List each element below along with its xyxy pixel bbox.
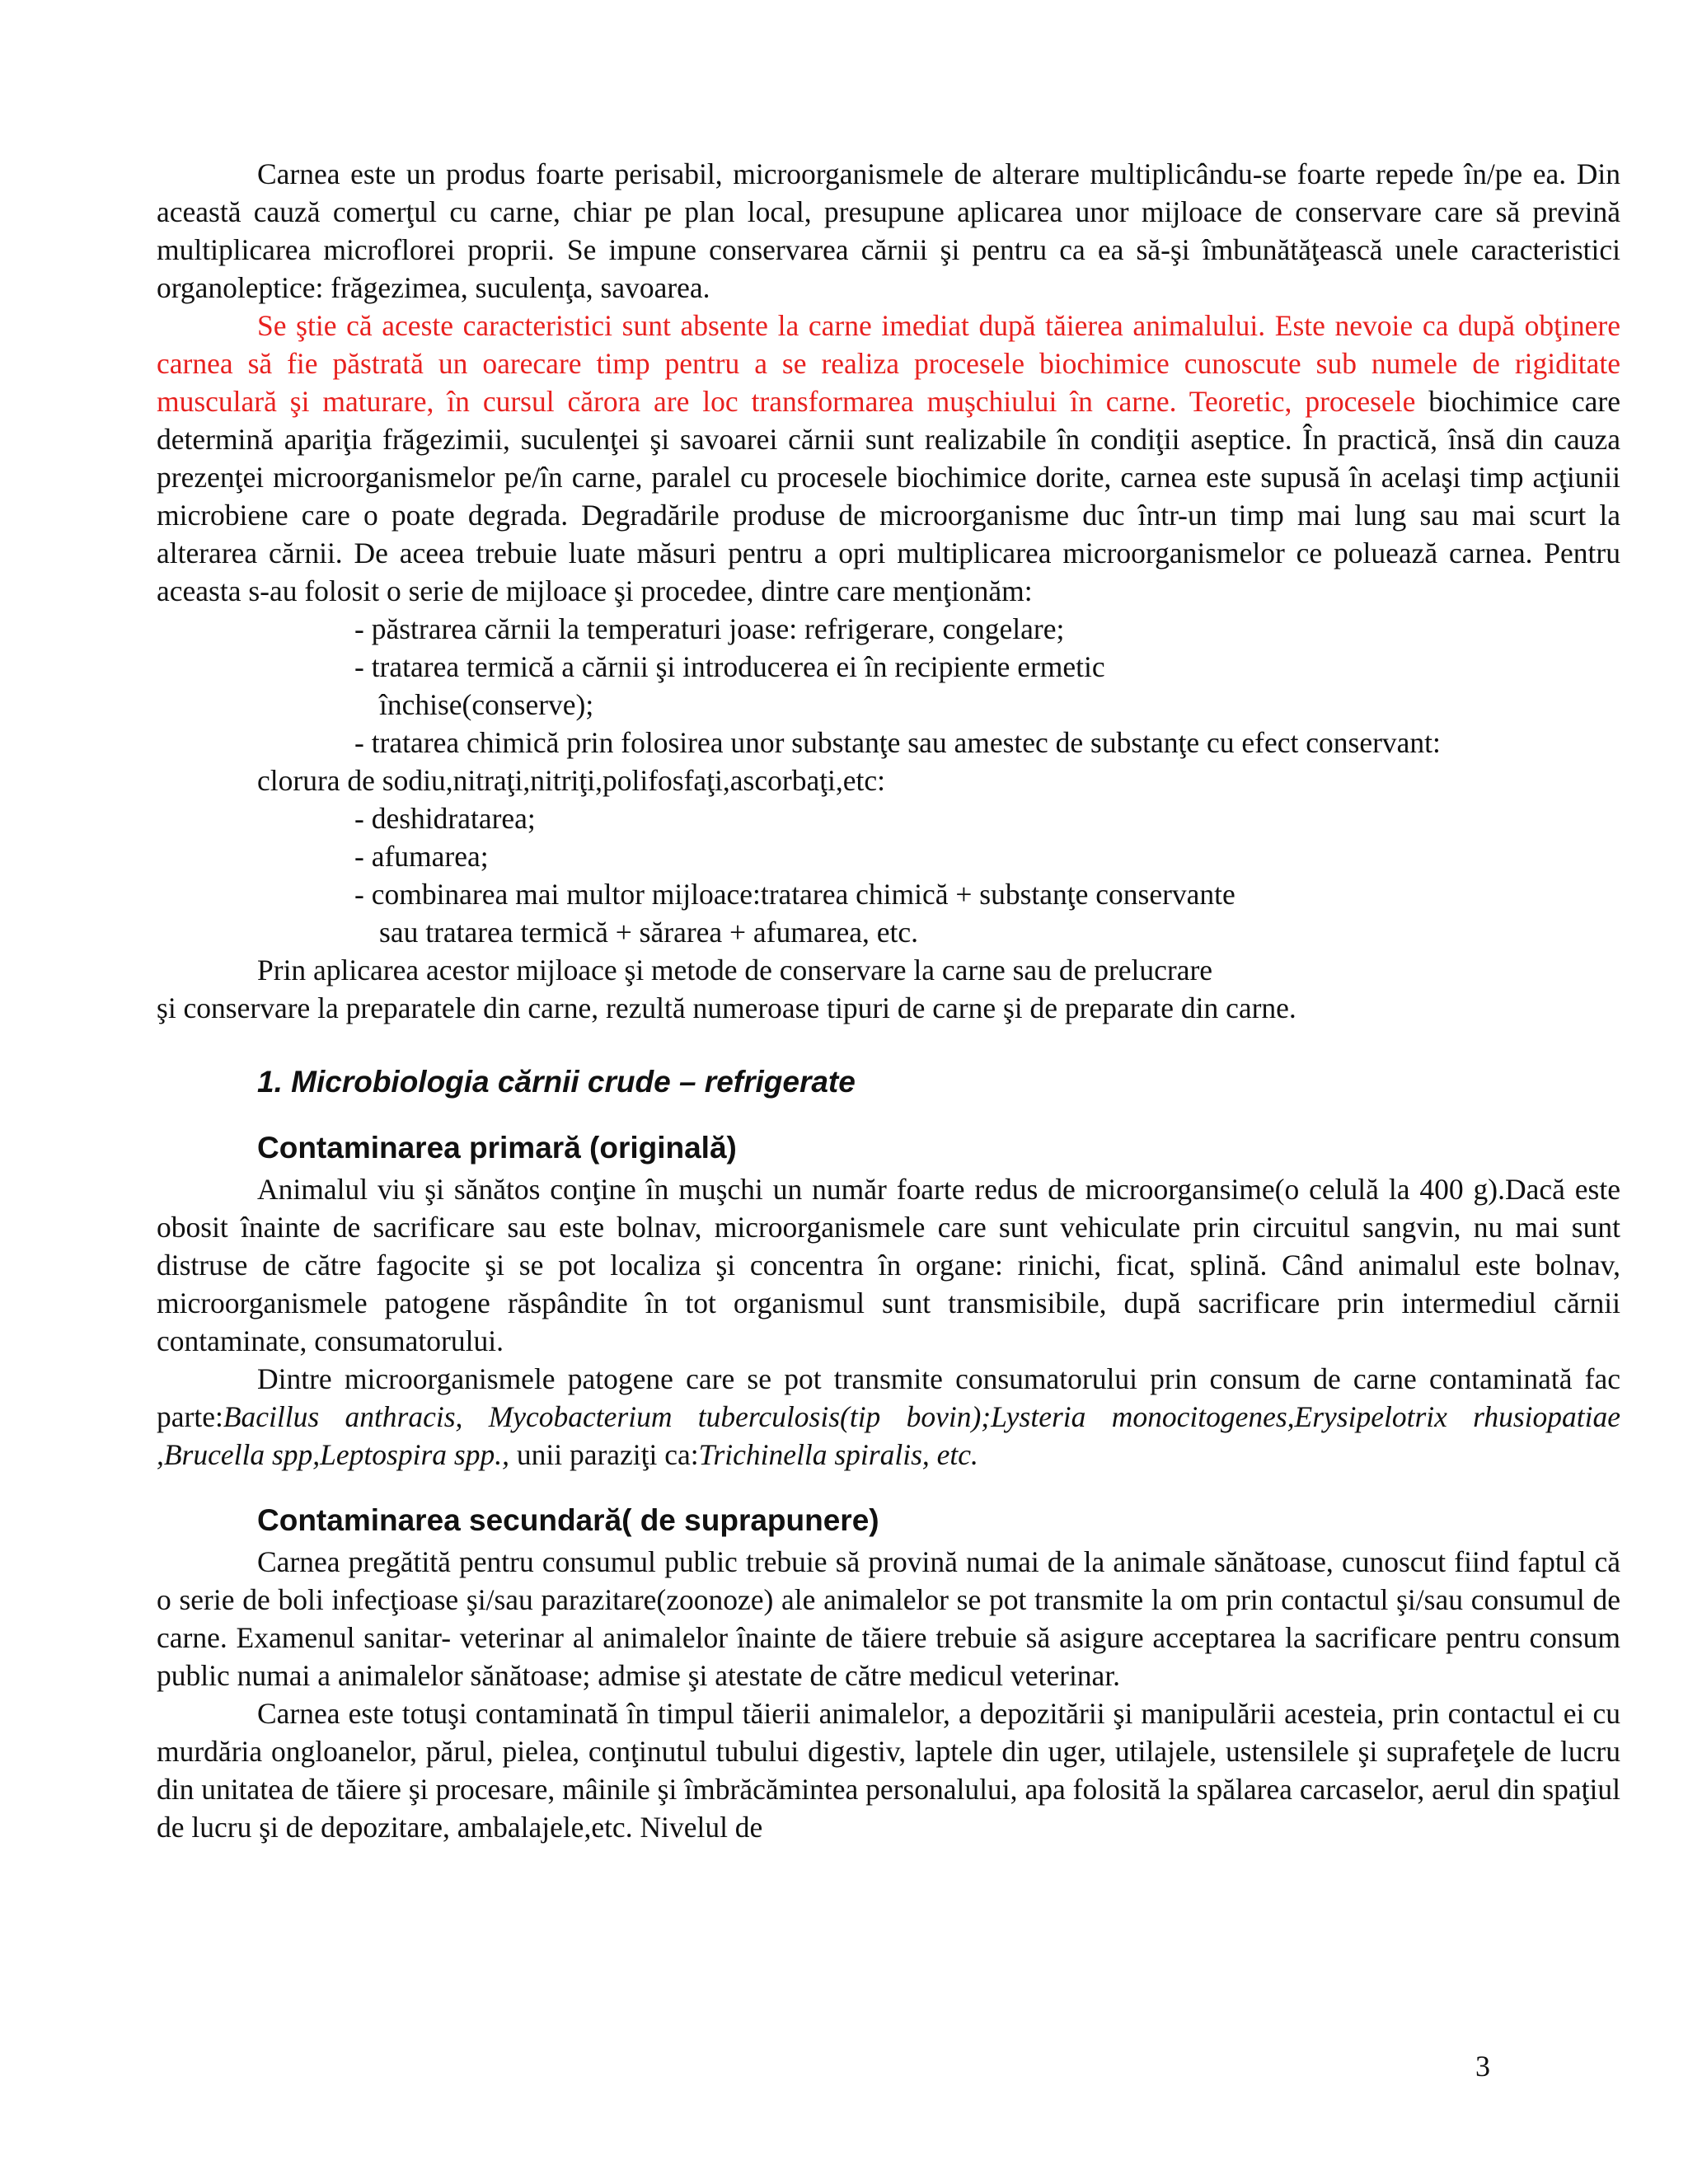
paragraph-processes: [157, 307, 1620, 610]
subsection-title-secondary: Contaminarea secundară( de suprapunere): [257, 1503, 879, 1537]
paragraph-text: Dintre microorganismele patogene care se pot transmite consumatorului prin consum de carne contaminată fac parte:: [157, 1362, 1620, 1433]
section-title: 1. Microbiologia cărnii crude – refrigerate: [257, 1065, 856, 1099]
paragraph-contamination-sources: Carnea este totuşi contaminată în timpul tăierii animalelor, a depozitării şi manipulării acesteia, prin contactul ei cu murdăria ongloanelor, părul, pielea, conţinutul tubului digestiv, laptele din uger, utilajele, ustensilele şi suprafeţele de lucru din unitatea de tăiere şi procesare, mâinile şi îmbrăcămintea personalului, apa folosită la spălarea carcaselor, aerul din spaţiul de lucru şi de depozitare, ambalajele,etc. Nivelul de: [157, 1697, 1620, 1844]
paragraph-pathogens: [157, 1360, 1620, 1474]
list-item-dehydration: - deshidratarea;: [354, 802, 536, 835]
paragraph-conclusion-line2: şi conservare la preparatele din carne, rezultă numeroase tipuri de carne şi de preparate din carne.: [157, 991, 1296, 1024]
list-item-chemical: - tratarea chimică prin folosirea unor substanţe sau amestec de substanţe cu efect conservant:: [354, 726, 1441, 759]
list-item-combination: - combinarea mai multor mijloace:tratarea chimică + substanţe conservante: [354, 878, 1236, 911]
list-item-thermal: - tratarea termică a cărnii şi introducerea ei în recipiente ermetic: [354, 650, 1105, 683]
list-item-thermal-cont: închise(conserve);: [379, 688, 594, 721]
paragraph-intro: Carnea este un produs foarte perisabil, microorganismele de alterare multiplicându-se foarte repede în/pe ea. Din această cauză comerţul cu carne, chiar pe plan local, presupune aplicarea unor mijloace de conservare care să prevină multiplicarea microflorei proprii. Se impune conservarea cărnii şi pentru ca ea să-şi îmbunătăţească unele caracteristici organoleptice: frăgezimea, suculenţa, savoarea.: [157, 157, 1620, 304]
page-number: 3: [1475, 2050, 1490, 2083]
pathogen-names: Bacillus anthracis, Mycobacterium tuberculosis(tip bovin);Lysteria monocitogenes,Erysipelotrix rhusiopatiae ,Brucella spp,Leptospira spp.,: [157, 1400, 1620, 1471]
paragraph-conclusion-line1: Prin aplicarea acestor mijloace şi metode de conservare la carne sau de prelucrare: [257, 954, 1213, 987]
list-item-refrigeration: - păstrarea cărnii la temperaturi joase: refrigerare, congelare;: [354, 612, 1065, 645]
subsection-title-primary: Contaminarea primară (originală): [257, 1131, 737, 1165]
parasite-names: Trichinella spiralis, etc.: [698, 1438, 978, 1471]
paragraph-primary-contamination: Animalul viu şi sănătos conţine în muşchi un număr foarte redus de microorgansime(o celulă la 400 g).Dacă este obosit înainte de sacrificare sau este bolnav, microorganismele care sunt vehiculate prin circuitul sangvin, nu mai sunt distruse de către fagocite şi se pot localiza şi concentra în organe: rinichi, ficat, splină. Când animalul este bolnav, microorganismele patogene răspândite în tot organismul sunt transmisibile, după sacrificare prin intermediul cărnii contaminate, consumatorului.: [157, 1173, 1620, 1357]
highlighted-text: Se ştie că aceste caracteristici sunt absente la carne imediat după tăierea animalului. Este nevoie ca după obţinere carnea să fie păstrată un oarecare timp pentru a se realiza procesele biochimice cunoscute sub numele de rigiditate musculară şi maturare, în cursul cărora are loc transformarea muşchiului în carne. Teoretic, procesele: [157, 309, 1620, 418]
preservation-methods-list: [157, 610, 1620, 951]
page-content: [157, 155, 1620, 1846]
list-item-smoking: - afumarea;: [354, 840, 489, 873]
paragraph-public-consumption: Carnea pregătită pentru consumul public trebuie să provină numai de la animale sănătoase, cunoscut fiind faptul că o serie de boli infecţioase şi/sau parazitare(zoonoze) ale animalelor se pot transmite la om prin contactul şi/sau consumul de carne. Examenul sanitar- veterinar al animalelor înainte de tăiere trebuie să asigure acceptarea la sacrificare pentru consum public numai a animalelor sănătoase; admise şi atestate de către medicul veterinar.: [157, 1545, 1620, 1692]
list-item-chemical-cont: clorura de sodiu,nitraţi,nitriţi,polifosfaţi,ascorbaţi,etc:: [257, 764, 886, 797]
paragraph-text: unii paraziţi ca:: [509, 1438, 699, 1471]
list-item-combination-cont: sau tratarea termică + sărarea + afumarea, etc.: [379, 916, 918, 949]
paragraph-text: biochimice care determină apariţia frăgezimii, suculenţei şi savoarei cărnii sunt realizabile în condiţii aseptice. În practică, însă din cauza prezenţei microorganismelor pe/în carne, paralel cu procesele biochimice dorite, carnea este supusă în acelaşi timp acţiunii microbiene care o poate degrada. Degradările produse de microorganisme duc într-un timp mai lung sau mai scurt la alterarea cărnii. De aceea trebuie luate măsuri pentru a opri multiplicarea microorganismelor ce poluează carnea. Pentru aceasta s-au folosit o serie de mijloace şi procedee, dintre care menţionăm:: [157, 385, 1620, 607]
